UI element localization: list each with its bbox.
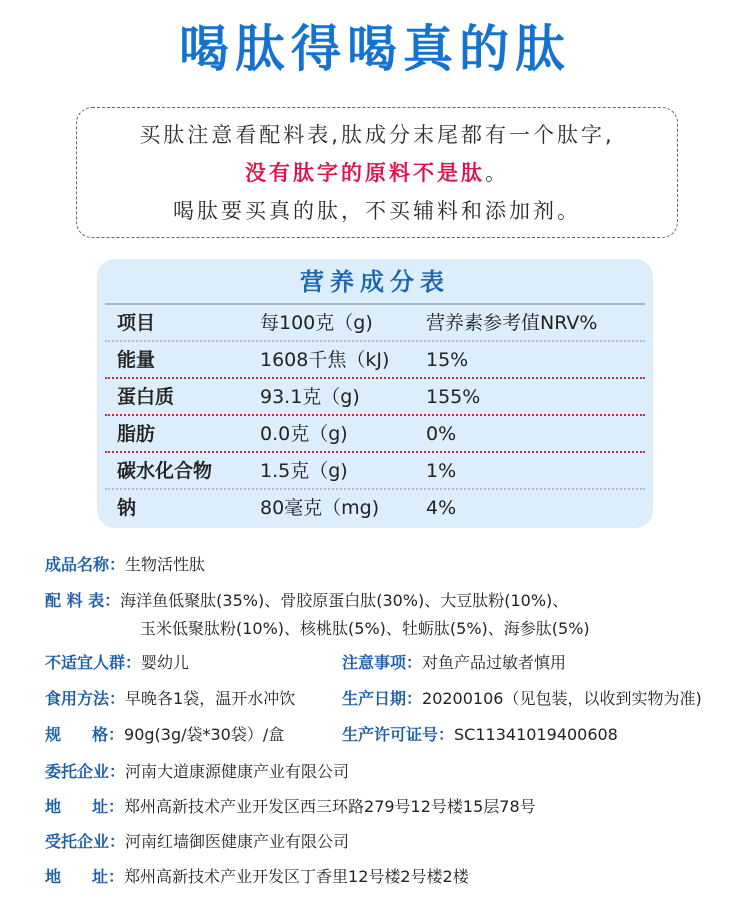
client-address (45, 795, 536, 819)
notice-line-2 (77, 154, 677, 192)
cell-amount: 1.5克（g) (260, 460, 348, 482)
client-company (45, 760, 349, 784)
cell-amount: 80毫克（mg) (260, 497, 380, 519)
manufacturer-address-label-b: 址： (92, 867, 125, 886)
notice-line-1: 买肽注意看配料表,肽成分末尾都有一个肽字, (139, 123, 615, 147)
client-address-value: 郑州高新技术产业开发区西三环路279号12号楼15层78号 (124, 797, 536, 816)
license-label: 生产许可证号： (342, 725, 455, 744)
ingredients (45, 589, 568, 613)
notice-highlight: 没有肽字的原料不是肽 (245, 161, 485, 185)
cell-name: 脂肪 (117, 423, 156, 445)
header-nrv: 营养素参考值NRV% (426, 312, 598, 334)
caution-value: 对鱼产品过敏者慎用 (422, 653, 567, 672)
table-row-fat (105, 416, 645, 453)
usage-value: 早晚各1袋，温开水冲饮 (125, 689, 296, 708)
cell-name: 碳水化合物 (117, 460, 213, 482)
caution-label: 注意事项： (342, 653, 423, 672)
table-row-protein (105, 379, 645, 416)
cell-nrv: 1% (426, 460, 457, 482)
notice-period: 。 (485, 161, 509, 185)
cell-amount: 93.1克（g) (260, 386, 360, 408)
manufacturer-address-label-a: 地 (45, 867, 62, 886)
manufacturer-value: 河南红墙御医健康产业有限公司 (125, 832, 350, 851)
client-value: 河南大道康源健康产业有限公司 (125, 762, 350, 781)
spec-label-a: 规 (45, 725, 62, 744)
manufacturer-company (45, 830, 349, 854)
cell-name: 蛋白质 (117, 386, 175, 408)
spec-value: 90g(3g/袋*30袋）/盒 (124, 725, 285, 744)
cell-name: 钠 (117, 497, 137, 519)
client-label: 委托企业： (45, 762, 126, 781)
manufacturer-address-value: 郑州高新技术产业开发区丁香里12号楼2号楼2楼 (124, 867, 469, 886)
production-date (342, 687, 702, 711)
manufacturer-label: 受托企业： (45, 832, 126, 851)
product-name-value: 生物活性肽 (125, 555, 206, 574)
usage-label: 食用方法： (45, 689, 126, 708)
nutrition-table-title: 营养成分表 (300, 268, 450, 296)
cell-nrv: 15% (426, 349, 469, 371)
ingredients-cont (140, 617, 590, 641)
production-date-label: 生产日期： (342, 689, 423, 708)
cell-nrv: 0% (426, 423, 457, 445)
header-item: 项目 (117, 312, 156, 334)
production-date-value: 20200106（见包装，以收到实物为准) (422, 689, 702, 708)
unsuitable-label: 不适宜人群： (45, 653, 142, 672)
product-name (45, 553, 205, 577)
cell-amount: 1608千焦（kJ) (260, 349, 390, 371)
manufacturer-address (45, 865, 469, 889)
spec-label-b: 格： (92, 725, 125, 744)
client-address-label-b: 址： (92, 797, 125, 816)
header-per-100g: 每100克（g) (260, 312, 373, 334)
notice-box (76, 107, 678, 238)
page-title: 喝肽得喝真的肽 (179, 20, 571, 78)
notice-line-3: 喝肽要买真的肽，不买辅料和添加剂。 (173, 199, 581, 223)
spec (45, 723, 284, 747)
ingredients-line-2: 玉米低聚肽粉(10%)、核桃肽(5%)、牡蛎肽(5%)、海参肽(5%) (140, 619, 590, 638)
client-address-label-a: 地 (45, 797, 62, 816)
cell-name: 能量 (117, 349, 156, 371)
ingredients-line-1: 海洋鱼低聚肽(35%)、骨胶原蛋白肽(30%)、大豆肽粉(10%)、 (120, 591, 569, 610)
table-row-carbohydrate (105, 453, 645, 490)
cell-nrv: 155% (426, 386, 481, 408)
caution (342, 651, 566, 675)
table-header-row (105, 305, 645, 342)
unsuitable-group (45, 651, 189, 675)
license-value: SC11341019400608 (454, 725, 618, 744)
table-row-energy (105, 342, 645, 379)
license (342, 723, 618, 747)
unsuitable-value: 婴幼儿 (141, 653, 190, 672)
nutrition-table (97, 259, 653, 528)
cell-nrv: 4% (426, 497, 457, 519)
table-row-sodium (105, 490, 645, 527)
ingredients-label: 配 料 表： (45, 591, 121, 610)
product-name-label: 成品名称： (45, 555, 126, 574)
usage (45, 687, 295, 711)
cell-amount: 0.0克（g) (260, 423, 348, 445)
